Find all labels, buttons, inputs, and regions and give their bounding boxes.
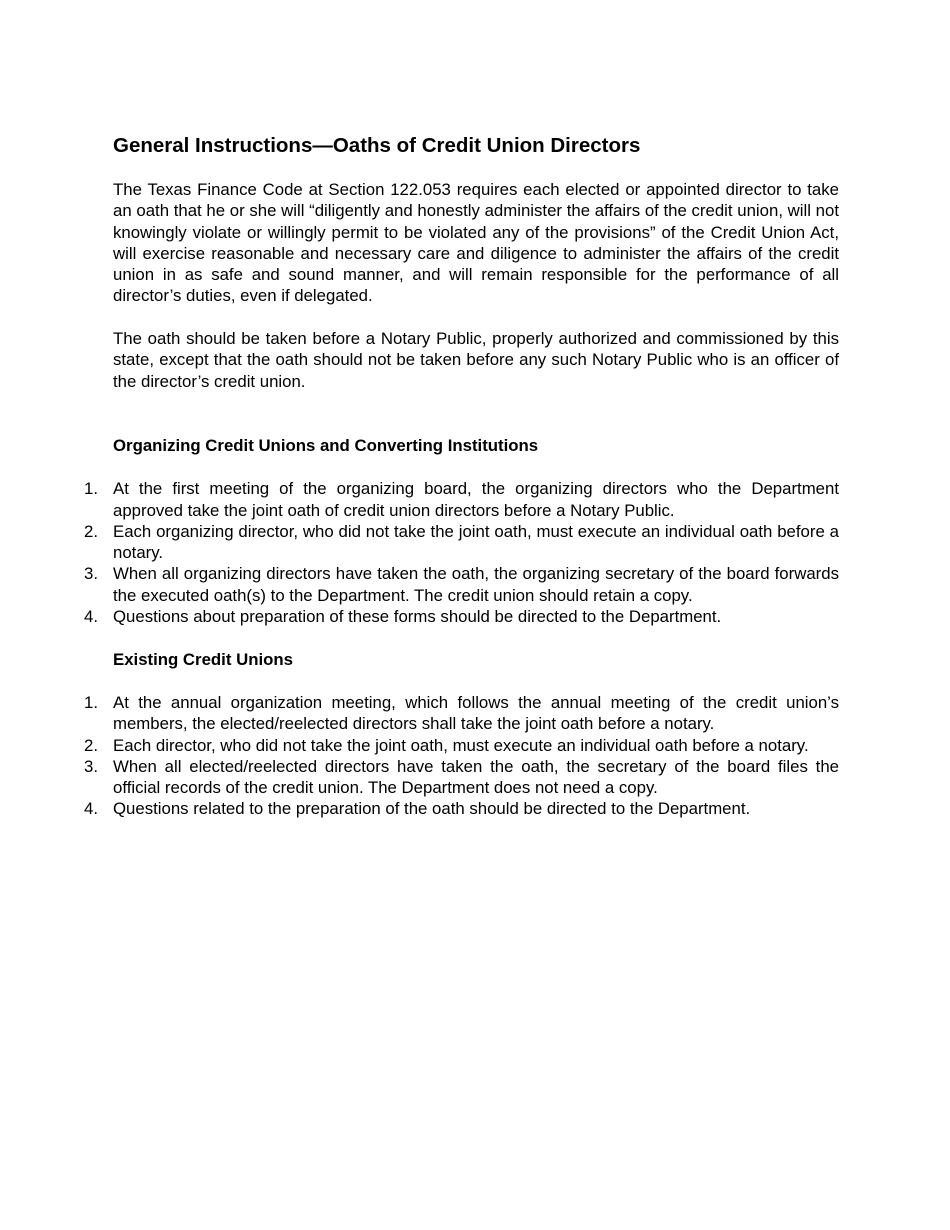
list-item-text: Questions about preparation of these forms should be directed to the Department. (113, 607, 722, 627)
list-item-text: Questions related to the preparation of the oath should be directed to the Department. (113, 799, 751, 819)
list-item-text: Each director, who did not take the joint oath, must execute an individual oath before a notary. (113, 735, 809, 755)
list-item-number: 1. (84, 479, 98, 499)
list-item (84, 563, 839, 606)
list-item-number: 2. (84, 521, 98, 541)
list-item-text: At the first meeting of the organizing board, the organizing directors who the Department approved take the joint oath of credit union directors before a Notary Public. (113, 479, 839, 520)
list-item-number: 2. (84, 735, 98, 755)
list-item (84, 606, 839, 627)
list-item (84, 692, 839, 735)
page-title: General Instructions—Oaths of Credit Union Directors (113, 134, 641, 157)
notary-paragraph: The oath should be taken before a Notary Public, properly authorized and commissioned by this state, except that the oath should not be taken before any such Notary Public who is an officer of the director’s credit union. (113, 329, 839, 391)
list-item-text: When all elected/reelected directors have taken the oath, the secretary of the board files the official records of the credit union. The Department does not need a copy. (113, 756, 839, 798)
list-item-number: 3. (84, 564, 98, 584)
list-item-number: 1. (84, 692, 98, 712)
list-item-number: 4. (84, 607, 98, 627)
list-item-text: At the annual organization meeting, which follows the annual meeting of the credit union’s members, the elected/reelected directors shall take the joint oath before a notary. (113, 692, 839, 734)
section-heading-existing: Existing Credit Unions (113, 649, 293, 669)
section-heading-organizing: Organizing Credit Unions and Converting Institutions (113, 435, 539, 455)
list-item (84, 478, 839, 521)
list-item-text: When all organizing directors have taken the oath, the organizing secretary of the board forwards the executed oath(s) to the Department. The credit union should retain a copy. (113, 564, 839, 605)
list-item (84, 521, 839, 564)
existing-list (84, 692, 839, 820)
organizing-list (84, 478, 839, 627)
list-item-number: 3. (84, 756, 98, 776)
document-page (84, 133, 839, 820)
list-item (84, 798, 839, 819)
list-item (84, 735, 839, 756)
intro-paragraph: The Texas Finance Code at Section 122.053 requires each elected or appointed director to take an oath that he or she will “diligently and honestly administer the affairs of the credit union, will not knowingly violate or willingly permit to be violated any of the provisions” of the Credit Union Act, will exercise reasonable and necessary care and diligence to administer the affairs of the credit union in as safe and sound manner, and will remain responsible for the performance of all director’s duties, even if delegated. (113, 180, 839, 306)
list-item-text: Each organizing director, who did not take the joint oath, must execute an individual oath before a notary. (113, 521, 839, 563)
list-item (84, 756, 839, 799)
list-item-number: 4. (84, 799, 98, 819)
